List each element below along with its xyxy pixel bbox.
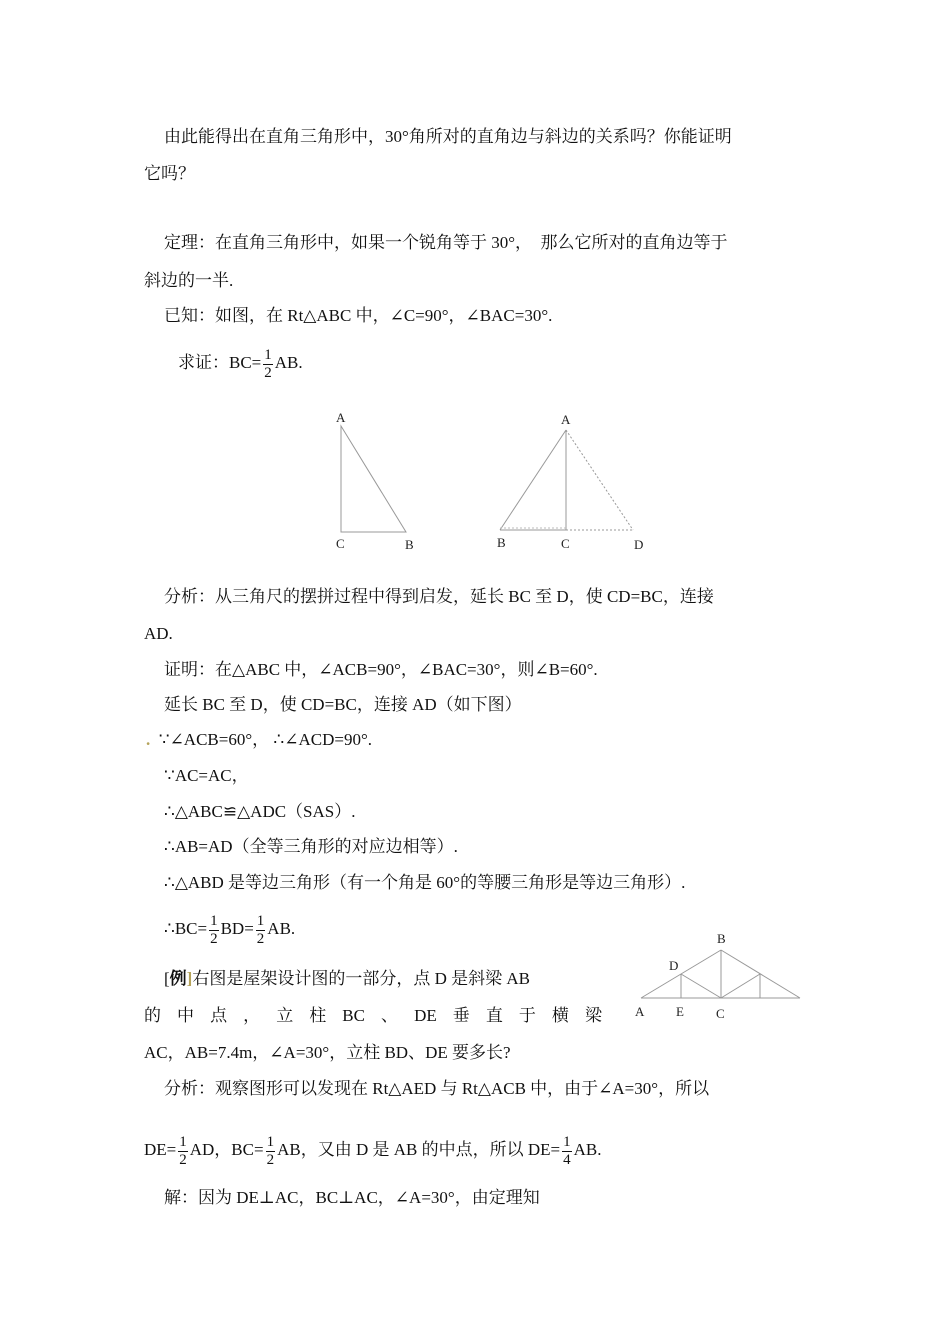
fraction-one-half: $\frac{1}{2}$: [179, 1133, 187, 1168]
exb-suffix: AB.: [573, 1140, 602, 1159]
example-line2-word: 于: [518, 1006, 536, 1025]
example-bracket-close: ]: [186, 969, 193, 988]
fig1-label-b: B: [405, 537, 414, 552]
fig1-label-c: C: [336, 536, 345, 551]
example-line3: AC，AB=7.4m，∠A=30°，立柱 BD、DE 要多长?: [144, 1043, 511, 1062]
fig3-label-a: A: [635, 1004, 645, 1019]
example-analysis-line1: 分析：观察图形可以发现在 Rt△AED 与 Rt△ACB 中，由于∠A=30°，所以: [164, 1079, 710, 1098]
proof-line3-text: ∵∠ACB=60°， ∴∠ACD=90°.: [158, 730, 372, 749]
example-line2-word: 点: [210, 1006, 228, 1025]
example-line2-word: ，: [243, 1006, 261, 1025]
proof-line4: ∵AC=AC，: [164, 766, 249, 785]
fraction-one-half: $\frac{1}{2}$: [266, 1133, 275, 1168]
intro-question-line2: 它吗？: [144, 164, 195, 183]
solution-line: 解：因为 DE⊥AC，BC⊥AC，∠A=30°，由定理知: [164, 1188, 540, 1207]
proof-line1: 证明：在△ABC 中，∠ACB=90°，∠BAC=30°，则∠B=60°.: [164, 660, 598, 679]
fraction-one-quarter: $\frac{1}{4}$: [563, 1133, 571, 1168]
example-line2-word: 中: [177, 1006, 195, 1025]
example-line2-word: 直: [485, 1006, 503, 1025]
example-line2-word: 横: [551, 1006, 569, 1025]
fig2-label-a: A: [561, 412, 571, 427]
analysis-line1: 分析：从三角尺的摆拼过程中得到启发，延长 BC 至 D，使 CD=BC，连接: [164, 587, 714, 606]
exb-middle1: AD，BC=: [189, 1140, 264, 1159]
example-line2-word: 垂: [452, 1006, 470, 1025]
fraction-one-half: $\frac{1}{2}$: [256, 912, 265, 947]
example-bracket-open: [: [164, 969, 170, 988]
example-line2-word: 、: [381, 1006, 399, 1025]
fig3-label-d: D: [669, 958, 679, 973]
proof-line6: ∴AB=AD（全等三角形的对应边相等）.: [164, 837, 458, 856]
example-line2-word: 梁: [584, 1006, 602, 1025]
example-line2-word: BC: [342, 1006, 365, 1025]
example-line2-word: 立: [276, 1006, 294, 1025]
example-line2-word: 柱: [309, 1006, 327, 1025]
example-analysis-line2: [144, 1129, 601, 1171]
fig1-label-a: A: [336, 410, 346, 425]
intro-question-line1: 由此能得出在直角三角形中，30°角所对的直角边与斜边的关系吗？你能证明: [164, 127, 732, 146]
exb-middle2: AB，又由 D 是 AB 的中点，所以 DE=: [277, 1140, 561, 1159]
proof8-suffix: AB.: [267, 919, 296, 938]
fraction-one-half: $\frac{1}{2}$: [210, 912, 218, 947]
fig2-label-b: B: [497, 535, 506, 550]
proof-line5: ∴△ABC≌△ADC（SAS）.: [164, 802, 356, 821]
theorem-line1: 定理：在直角三角形中，如果一个锐角等于 30°， 那么它所对的直角边等于: [164, 233, 728, 252]
proof-margin-mark: .: [146, 730, 151, 749]
fig2-label-c: C: [561, 536, 570, 551]
proof8-middle: BD=: [220, 919, 254, 938]
example-line2-word: 的: [144, 1006, 161, 1025]
analysis-line2: AD.: [144, 624, 173, 643]
fig3-label-c: C: [716, 1006, 725, 1021]
prove-suffix: AB.: [274, 353, 303, 372]
proof-line2: 延长 BC 至 D，使 CD=BC，连接 AD（如下图）: [164, 695, 522, 714]
fig2-label-d: D: [634, 537, 644, 552]
fig3-label-b: B: [717, 931, 726, 946]
proof8-prefix: ∴BC=: [164, 919, 208, 938]
example-text-line1: 右图是屋架设计图的一部分，点 D 是斜梁 AB: [192, 969, 530, 988]
theorem-line2: 斜边的一半.: [144, 271, 234, 290]
fraction-one-half: $\frac{1}{2}$: [264, 346, 272, 381]
exb-prefix: DE=: [144, 1140, 177, 1159]
proof-line7: ∴△ABD 是等边三角形（有一个角是 60°的等腰三角形是等边三角形）.: [164, 873, 686, 892]
example-label: 例: [169, 969, 187, 988]
fig3-label-e: E: [676, 1004, 684, 1019]
prove-prefix: 求证：BC=: [178, 353, 262, 372]
example-line2-word: DE: [414, 1006, 437, 1025]
given-statement: 已知：如图，在 Rt△ABC 中，∠C=90°，∠BAC=30°.: [164, 306, 553, 325]
